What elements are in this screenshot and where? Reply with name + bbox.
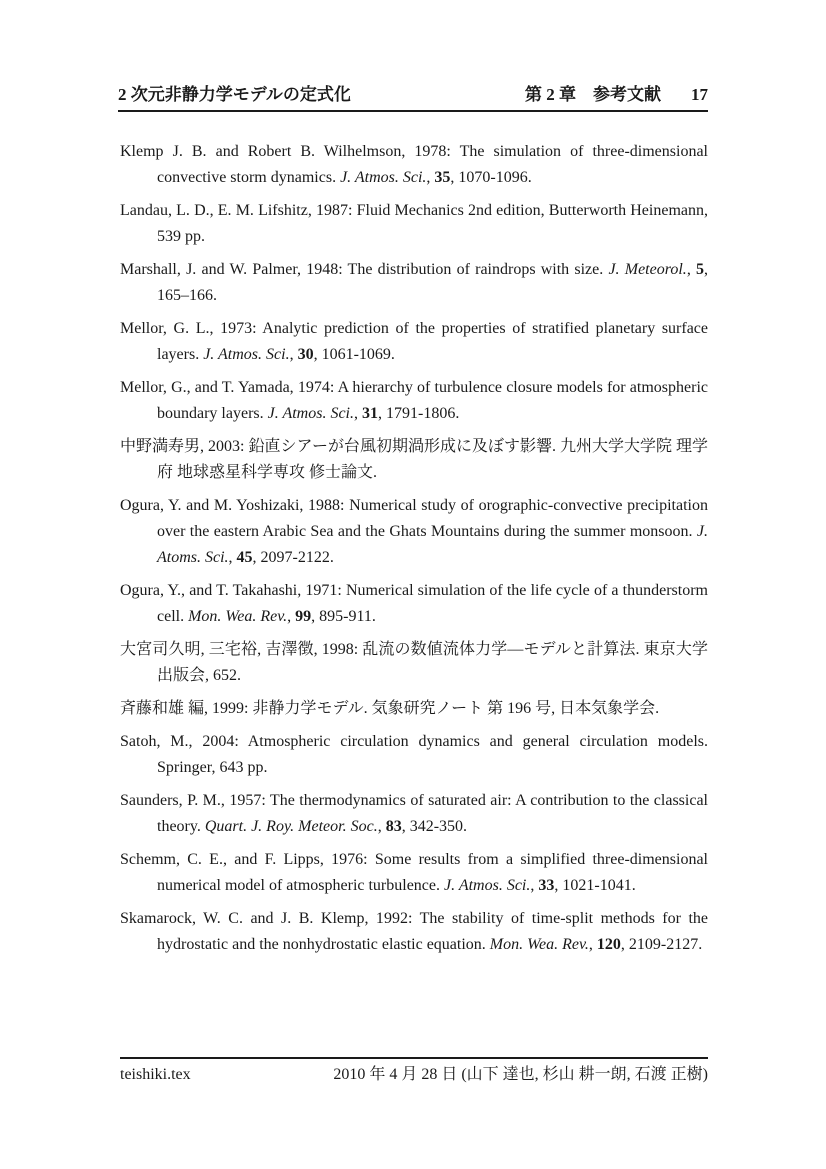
reference-text: , xyxy=(530,877,539,894)
reference-text: Mellor, G., and T. Yamada, 1974: A hierarchy of turbulence closure models for atmospheric boundary layers. xyxy=(120,379,708,422)
volume-number: 33 xyxy=(538,877,555,894)
reference-text: , 165–166. xyxy=(157,261,709,304)
volume-number: 5 xyxy=(696,261,705,278)
volume-number: 31 xyxy=(362,405,378,422)
reference-text: Mellor, G. L., 1973: Analytic prediction of the properties of stratified planetary surface layers. xyxy=(120,320,708,363)
journal-name: Mon. Wea. Rev. xyxy=(489,936,589,953)
reference-text: , 1021-1041. xyxy=(554,877,636,894)
reference-text: , 342-350. xyxy=(401,818,468,835)
reference-text: , xyxy=(228,549,237,566)
reference-text: 大宮司久明, 三宅裕, 吉澤徴, 1998: 乱流の数値流体力学—モデルと計算法. 東京大学出版会, 652. xyxy=(120,641,708,684)
reference-entry xyxy=(120,696,708,722)
reference-entry xyxy=(120,198,708,250)
reference-text: 斉藤和雄 編, 1999: 非静力学モデル. 気象研究ノート 第 196 号, 日本気象学会. xyxy=(120,700,660,717)
volume-number: 120 xyxy=(596,936,621,953)
volume-number: 30 xyxy=(297,346,314,363)
reference-text: Saunders, P. M., 1957: The thermodynamics of saturated air: A contribution to the classical theory. xyxy=(120,792,708,835)
reference-text: Klemp J. B. and Robert B. Wilhelmson, 1978: The simulation of three-dimensional convective storm dynamics. xyxy=(120,143,708,186)
reference-list xyxy=(120,139,708,965)
footer-rule xyxy=(120,1057,708,1059)
reference-entry xyxy=(120,434,708,486)
page-number: 17 xyxy=(691,85,708,104)
reference-text: , xyxy=(287,608,296,625)
reference-text: Ogura, Y., and T. Takahashi, 1971: Numerical simulation of the life cycle of a thunderstorm cell. xyxy=(120,582,708,625)
reference-text: , 1791-1806. xyxy=(378,405,460,422)
reference-text: 中野満寿男, 2003: 鉛直シアーが台風初期渦形成に及ぼす影響. 九州大学大学院 理学府 地球惑星科学専攻 修士論文. xyxy=(120,438,708,481)
reference-text: Ogura, Y. and M. Yoshizaki, 1988: Numerical study of orographic-convective precipitation over the eastern Arabic Sea and the Ghats Mountains during the summer monsoon. xyxy=(120,497,708,540)
reference-text: Schemm, C. E., and F. Lipps, 1976: Some results from a simplified three-dimensional numerical model of atmospheric turbulence. xyxy=(120,851,708,894)
reference-text: Satoh, M., 2004: Atmospheric circulation dynamics and general circulation models. Springer, 643 pp. xyxy=(120,733,708,776)
reference-text: , 2109-2127. xyxy=(620,936,703,953)
journal-name: J. Atmos. Sci. xyxy=(340,169,427,186)
page-footer xyxy=(120,1063,708,1087)
chapter-title: 参考文献 xyxy=(593,85,661,104)
reference-entry xyxy=(120,578,708,630)
reference-entry xyxy=(120,316,708,368)
reference-text: Landau, L. D., E. M. Lifshitz, 1987: Fluid Mechanics 2nd edition, Butterworth Heinemann, 539 pp. xyxy=(120,202,708,245)
running-section-title: 2 次元非静力学モデルの定式化 xyxy=(118,85,351,104)
volume-number: 83 xyxy=(385,818,402,835)
journal-name: Mon. Wea. Rev. xyxy=(188,608,288,625)
reference-text: , xyxy=(426,169,435,186)
reference-entry xyxy=(120,729,708,781)
reference-entry xyxy=(120,493,708,571)
reference-entry xyxy=(120,375,708,427)
reference-text: , 1070-1096. xyxy=(450,169,532,186)
reference-entry xyxy=(120,257,708,309)
reference-text: , xyxy=(354,405,362,422)
volume-number: 35 xyxy=(434,169,451,186)
reference-entry xyxy=(120,847,708,899)
reference-text: Marshall, J. and W. Palmer, 1948: The distribution of raindrops with size. xyxy=(120,261,609,278)
reference-entry xyxy=(120,637,708,689)
reference-text: , 895-911. xyxy=(311,608,376,625)
page-header xyxy=(118,83,708,107)
reference-text: Skamarock, W. C. and J. B. Klemp, 1992: The stability of time-split methods for the hydrostatic and the nonhydrostatic elastic equation. xyxy=(120,910,708,953)
header-rule xyxy=(118,110,708,112)
reference-text: , 2097-2122. xyxy=(252,549,334,566)
reference-entry xyxy=(120,906,708,958)
journal-name: J. Atmos. Sci. xyxy=(444,877,531,894)
volume-number: 45 xyxy=(236,549,253,566)
reference-text: , xyxy=(377,818,386,835)
reference-entry xyxy=(120,139,708,191)
journal-name: J. Atmos. Sci. xyxy=(203,346,290,363)
footer-date-authors: 2010 年 4 月 28 日 (山下 達也, 杉山 耕一朗, 石渡 正樹) xyxy=(333,1066,708,1083)
journal-name: J. Atmos. Sci. xyxy=(267,405,354,422)
journal-name: J. Atoms. Sci. xyxy=(157,523,708,566)
reference-entry xyxy=(120,788,708,840)
chapter-label: 第 2 章 xyxy=(525,85,576,104)
reference-text: , xyxy=(289,346,298,363)
reference-text: , xyxy=(686,261,697,278)
reference-text: , xyxy=(588,936,597,953)
reference-text: , 1061-1069. xyxy=(313,346,395,363)
journal-name: J. Meteorol. xyxy=(608,261,687,278)
volume-number: 99 xyxy=(295,608,312,625)
journal-name: Quart. J. Roy. Meteor. Soc. xyxy=(204,818,378,835)
running-chapter-header xyxy=(525,83,708,107)
footer-filename: teishiki.tex xyxy=(120,1066,191,1083)
